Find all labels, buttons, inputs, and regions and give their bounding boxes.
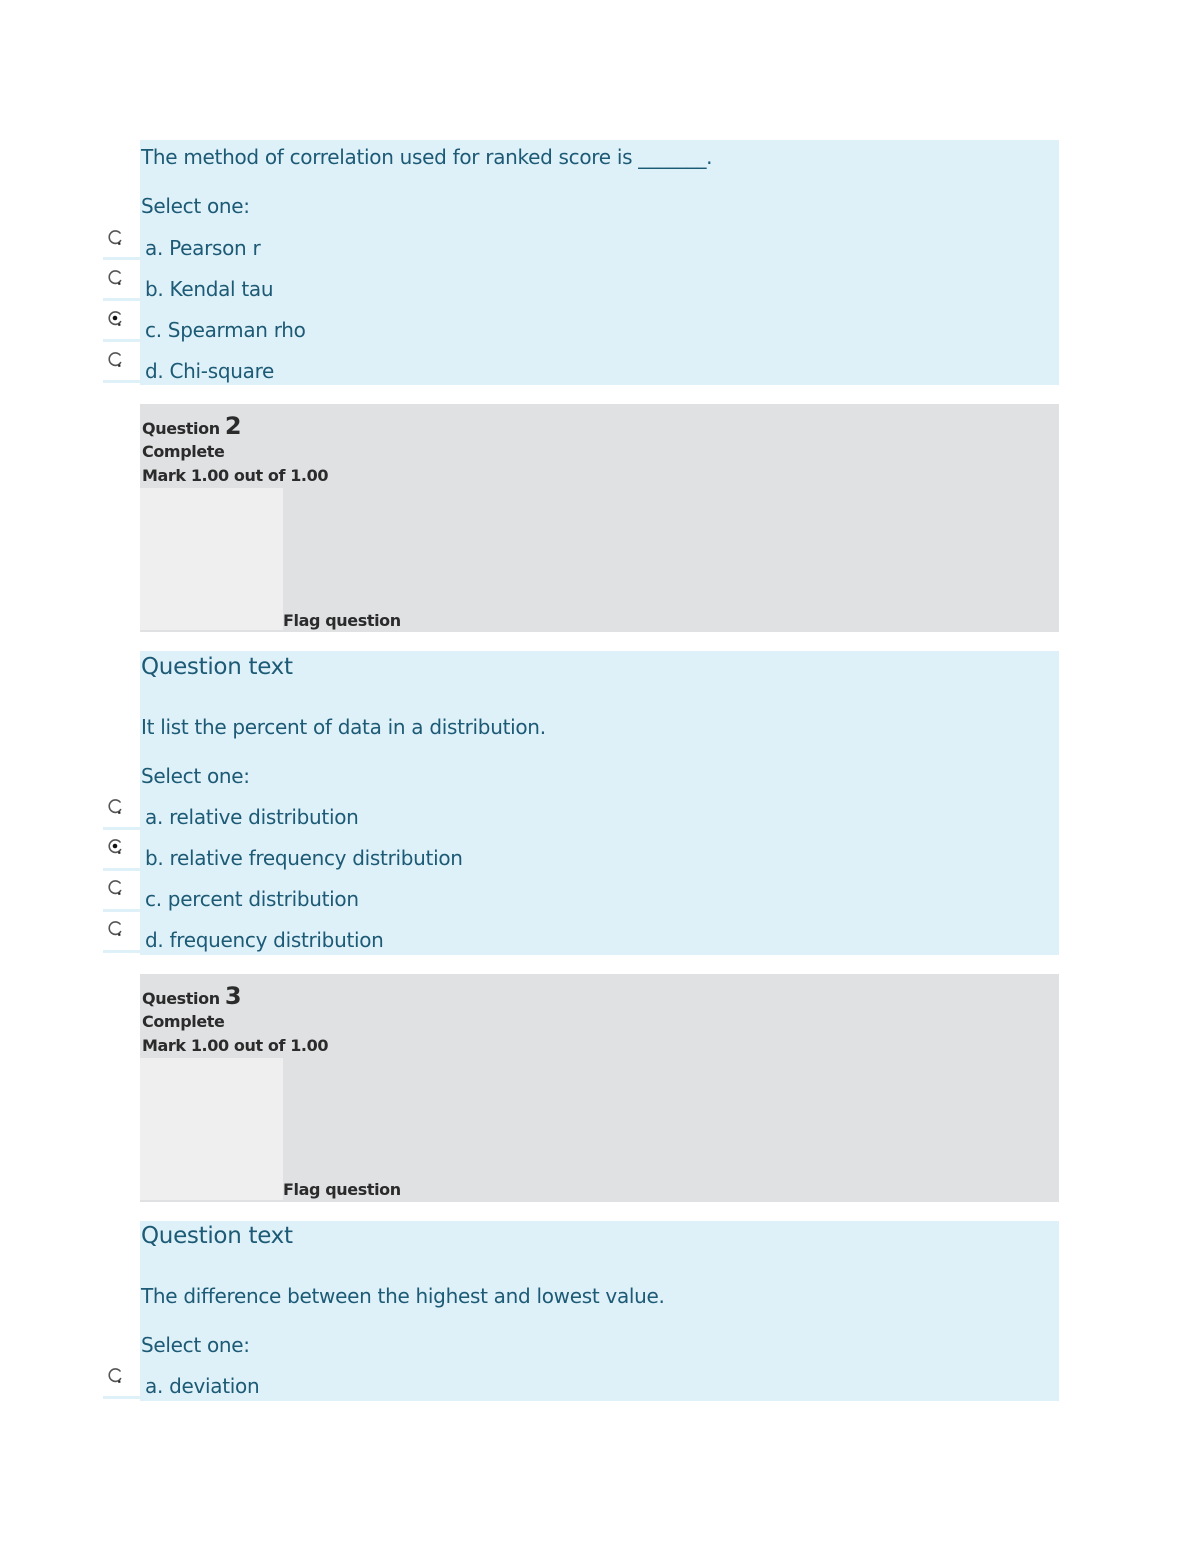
question-3-heading: Question text — [141, 1223, 293, 1249]
question-2-info — [140, 404, 1059, 632]
question-2-option-b-radio[interactable] — [107, 838, 123, 856]
question-3-info — [140, 974, 1059, 1202]
question-3-text: The difference between the highest and lowest value. — [141, 1284, 665, 1308]
question-2-option-c-label: c. percent distribution — [145, 887, 359, 911]
question-1-option-a-radio[interactable] — [107, 229, 123, 247]
question-2-option-d-radio[interactable] — [107, 920, 123, 938]
flag-area — [140, 1058, 283, 1200]
question-3-option-a-radio[interactable] — [107, 1367, 123, 1385]
question-1-option-c-label: c. Spearman rho — [145, 318, 306, 342]
question-1-option-d-radio[interactable] — [107, 351, 123, 369]
question-3-formulation — [140, 1221, 1059, 1401]
question-1-option-a-label: a. Pearson r — [145, 236, 261, 260]
option-underline — [103, 950, 140, 953]
question-1-option-b-radio[interactable] — [107, 269, 123, 287]
question-2-option-d-label: d. frequency distribution — [145, 928, 384, 952]
question-3-number-label — [142, 982, 241, 1010]
question-2-option-c-radio[interactable] — [107, 879, 123, 897]
option-underline — [103, 909, 140, 912]
question-2-state: Complete — [142, 442, 225, 461]
flag-area — [140, 488, 283, 630]
option-underline — [103, 827, 140, 830]
question-2-flag-button[interactable]: Flag question — [283, 611, 401, 630]
question-1-select-prompt: Select one: — [141, 194, 250, 218]
question-2-text: It list the percent of data in a distribution. — [141, 715, 546, 739]
option-underline — [103, 380, 140, 383]
question-2-option-a-radio[interactable] — [107, 798, 123, 816]
option-underline — [103, 868, 140, 871]
question-1-option-b-label: b. Kendal tau — [145, 277, 274, 301]
option-underline — [103, 298, 140, 301]
question-3-option-a-label: a. deviation — [145, 1374, 260, 1398]
question-3-grade: Mark 1.00 out of 1.00 — [142, 1036, 329, 1055]
option-underline — [103, 339, 140, 342]
question-number: 2 — [224, 412, 242, 440]
question-2-grade: Mark 1.00 out of 1.00 — [142, 466, 329, 485]
question-2-heading: Question text — [141, 654, 293, 680]
question-2-select-prompt: Select one: — [141, 764, 250, 788]
question-2-option-b-label: b. relative frequency distribution — [145, 846, 463, 870]
question-prefix: Question — [142, 419, 220, 438]
question-3-flag-button[interactable]: Flag question — [283, 1180, 401, 1199]
question-1-text: The method of correlation used for ranked score is _______. — [141, 145, 713, 169]
option-underline — [103, 257, 140, 260]
question-3-select-prompt: Select one: — [141, 1333, 250, 1357]
question-2-number-label — [142, 412, 241, 440]
question-number: 3 — [224, 982, 242, 1010]
question-2-option-a-label: a. relative distribution — [145, 805, 359, 829]
question-1-option-c-radio[interactable] — [107, 310, 123, 328]
question-1-option-d-label: d. Chi-square — [145, 359, 275, 383]
question-2-formulation — [140, 651, 1059, 955]
option-underline — [103, 1396, 140, 1399]
question-prefix: Question — [142, 989, 220, 1008]
question-3-state: Complete — [142, 1012, 225, 1031]
question-1-formulation — [140, 140, 1059, 385]
